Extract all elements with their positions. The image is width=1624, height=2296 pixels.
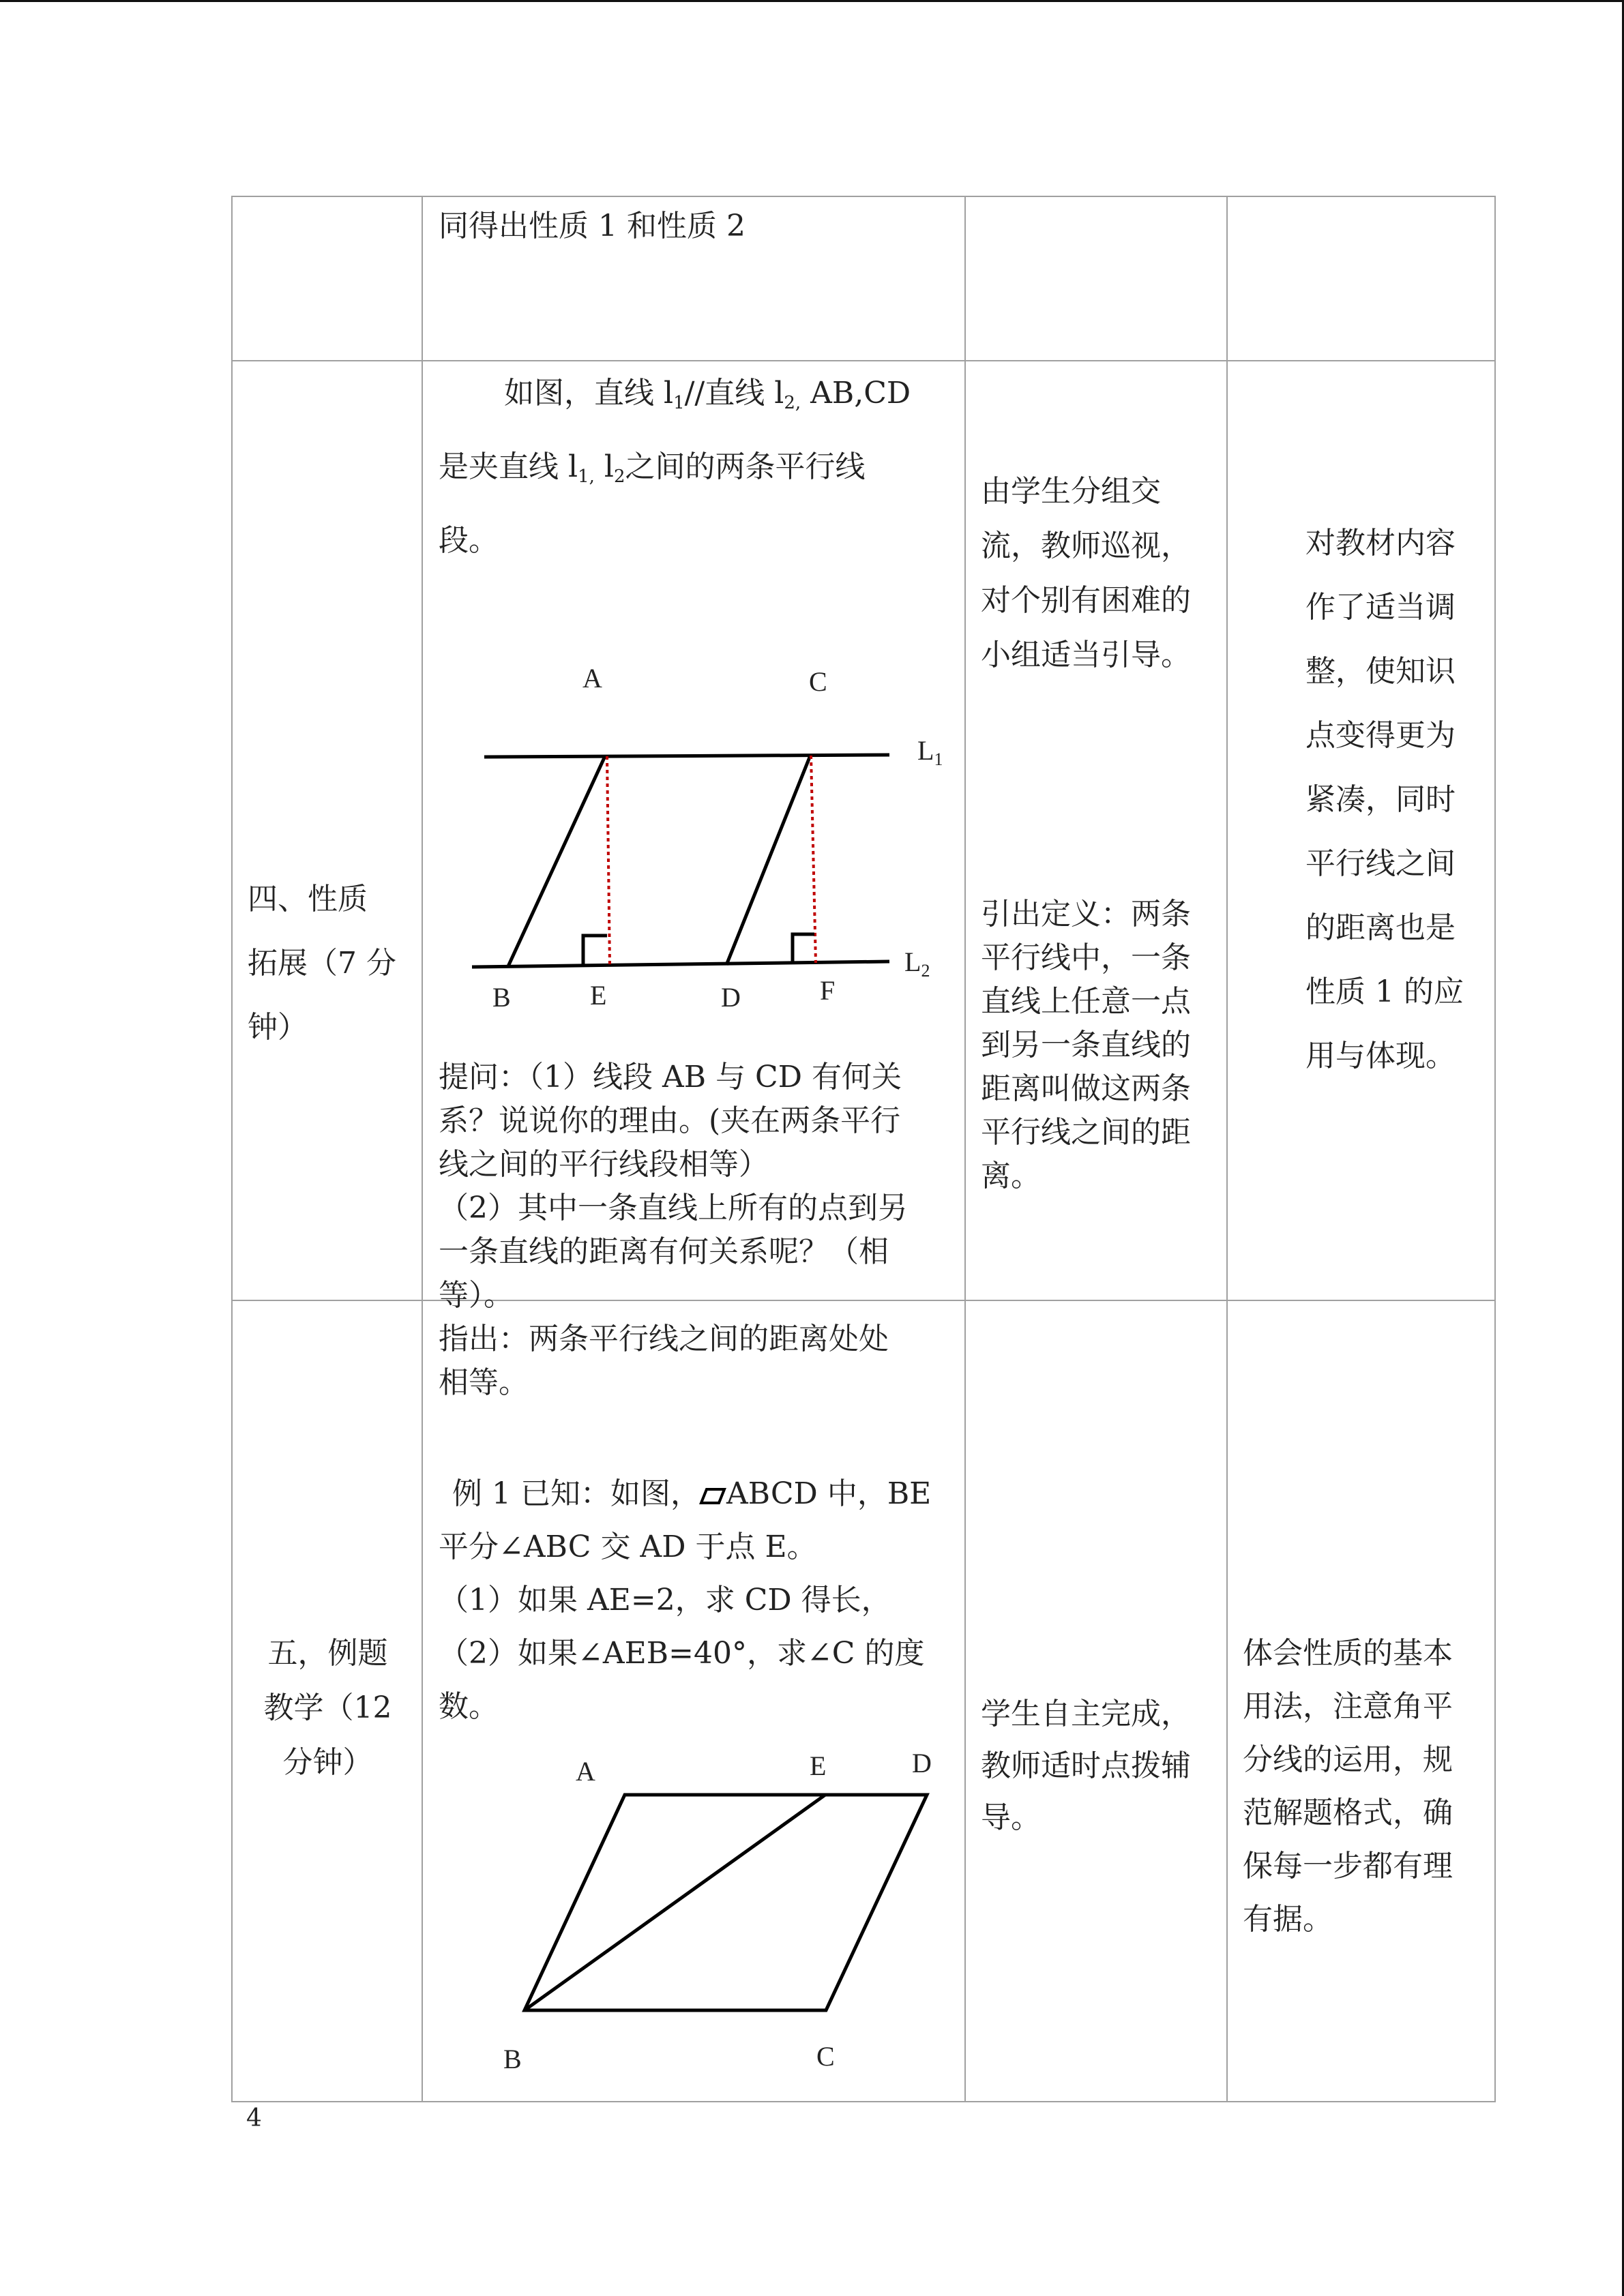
intent-cell: [1227, 361, 1495, 1300]
label-d: D: [721, 982, 741, 1013]
segment-be: [525, 1795, 825, 2010]
label-f: F: [820, 975, 836, 1006]
example-text: 例 1 已知：如图， ABCD 中，BE 平分∠ABC 交 AD 于点 E。 （1）如果 AE=2，求 CD 得长， （2）如果∠AEB=40°，求∠C 的度 数。: [439, 1467, 931, 1733]
perpendicular-ae: [607, 756, 610, 966]
definition-text: 引出定义：两条 平行线中，一条 直线上任意一点 到另一条直线的 距离叫做这两条 平行线之间的距 离。: [981, 897, 1191, 1193]
activity-cell: [965, 196, 1227, 361]
label-l2: $L_2$: [904, 946, 930, 981]
activity-cell: [965, 361, 1227, 1300]
stage-cell: [232, 196, 422, 361]
stage-cell: [232, 361, 422, 1300]
question-text: 提问：（1）线段 AB 与 CD 有何关 系？说说你的理由。(夹在两条平行 线之间的平行线段相等） （2）其中一条直线上所有的点到另 一条直线的距离有何关系呢？（相 等）。 指出：两条平行线之间的距离处处 相等。: [439, 1060, 908, 1400]
label-e: E: [590, 980, 607, 1011]
label-a: A: [582, 663, 602, 694]
parallelogram-abcd: [525, 1795, 927, 2010]
line-l1: [484, 755, 889, 757]
label-b: B: [492, 982, 511, 1013]
top-border: [0, 0, 1624, 2]
label-c: C: [816, 2041, 835, 2072]
right-angle-mark-f: [793, 934, 814, 963]
line-l2: [472, 961, 889, 967]
page-number: 4: [246, 2104, 262, 2132]
process-cell: [422, 196, 965, 361]
label-l1: $L_1$: [917, 735, 943, 769]
label-a: A: [576, 1756, 595, 1787]
label-d: D: [912, 1748, 932, 1778]
right-angle-mark-e: [583, 936, 607, 966]
label-c: C: [809, 666, 827, 697]
stage-label: 四、性质 拓展（7 分 钟）: [248, 882, 396, 1045]
table-row: [232, 196, 1495, 361]
process-cell: [422, 1300, 965, 2102]
lesson-plan-table: [231, 196, 1496, 2102]
intro-text: 如图，直线 $l_1//$直线 $l_{2,}$ AB,CD 是夹直线 $l_{1,}$ $l_2$之间的两条平行线 段。: [439, 376, 911, 558]
stage-label: 五，例题 教学（12 分钟）: [263, 1636, 392, 1780]
design-intent: 体会性质的基本 用法，注意角平 分线的运用，规 范解题格式，确 保每一步都有理 有据。: [1243, 1636, 1453, 1937]
intent-cell: [1227, 1300, 1495, 2102]
intent-cell: [1227, 196, 1495, 361]
table-row: [232, 1300, 1495, 2102]
label-b: B: [503, 2044, 522, 2074]
label-e: E: [810, 1750, 827, 1781]
activity-cell: [965, 1300, 1227, 2102]
design-intent: 对教材内容 作了适当调 整，使知识 点变得更为 紧凑，同时 平行线之间 的距离也是 性质 1 的应 用与体现。: [1305, 526, 1464, 1073]
perpendicular-cf: [811, 756, 816, 963]
parallelogram-figure: [423, 1301, 966, 2101]
process-text: 同得出性质 1 和性质 2: [439, 209, 745, 243]
process-cell: [422, 361, 965, 1400]
student-activity: 由学生分组交 流，教师巡视， 对个别有困难的 小组适当引导。: [981, 474, 1191, 672]
stage-cell: [232, 1300, 422, 2102]
student-activity: 学生自主完成， 教师适时点拨辅 导。: [981, 1697, 1191, 1835]
table-row: [232, 361, 1495, 1300]
